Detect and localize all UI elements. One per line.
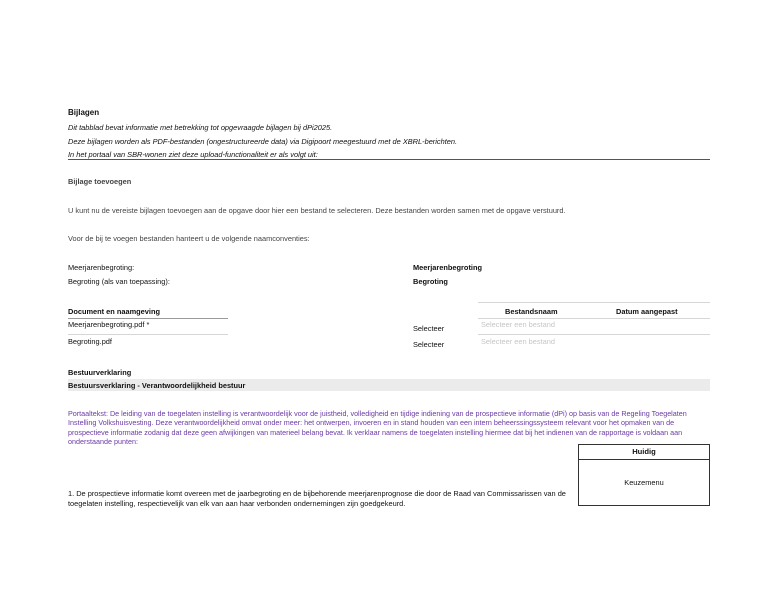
header-line-1: Dit tabblad bevat informatie met betrekking tot opgevraagde bijlagen bij dPi2025. <box>68 123 333 132</box>
document-name-1: Meerjarenbegroting.pdf * <box>68 320 150 329</box>
file-input-1[interactable]: Selecteer een bestand <box>481 320 555 329</box>
date-column-header: Datum aangepast <box>616 307 678 316</box>
portal-text: Portaaltekst: De leiding van de toegelaten instelling is verantwoordelijk voor de juistheid, volledigheid en tijdige indiening van de prospectieve informatie (dPi) op basis van de Regeling Toegelaten Instelling Volkshuisvesting. Deze verantwoordelijkheid omvat onder meer: het ontwerpen, invoeren en in stand houden van een intern beheerssingssysteem relevant voor het opmaken van de prospectieve informatie zodanig dat deze geen afwijkingen van materieel belang bevat. Ik verklaar namens de toegelaten instelling hiermee dat bij het indienen van de rapportage is voldaan aan onderstaande punten: <box>68 409 687 446</box>
naming-value-meerjarenbegroting: Meerjarenbegroting <box>413 263 482 272</box>
bestuur-title: Bestuurverklaring <box>68 368 132 377</box>
page-title: Bijlagen <box>68 108 100 117</box>
header-line-2: Deze bijlagen worden als PDF-bestanden (ongestructureerde data) via Digipoort meegestuurd met de XBRL-berichten. <box>68 137 458 146</box>
header-line-3: In het portaal van SBR-wonen ziet deze upload-functionaliteit er als volgt uit: <box>68 150 318 159</box>
document-column-header: Document en naamgeving <box>68 307 160 316</box>
huidig-header: Huidig <box>579 445 709 460</box>
section-add-title: Bijlage toevoegen <box>68 177 132 186</box>
select-file-button-2[interactable]: Selecteer <box>413 340 445 349</box>
header-divider <box>68 159 710 160</box>
document-name-2: Begroting.pdf <box>68 337 112 346</box>
section-add-intro: U kunt nu de vereiste bijlagen toevoegen aan de opgave door hier een bestand te selecteren. Deze bestanden worden samen met de opgave verstuurd. <box>68 206 566 215</box>
select-file-button-1[interactable]: Selecteer <box>413 324 445 333</box>
file-input-2[interactable]: Selecteer een bestand <box>481 337 555 346</box>
statement-1: 1. De prospectieve informatie komt overeen met de jaarbegroting en de bijbehorende meerjarenprognose die door de Raad van Commissarissen van de toegelaten instelling, respectievelijk van elk van aan haar verbonden ondernemingen zijn goedgekeurd. <box>68 489 566 508</box>
bestuur-subtitle: Bestuursverklaring - Verantwoordelijkheid bestuur <box>68 381 246 390</box>
row-rule-1 <box>68 334 228 335</box>
table-header-rule <box>478 318 710 319</box>
naming-value-begroting: Begroting <box>413 277 448 286</box>
huidig-box <box>578 444 710 506</box>
filename-column-header: Bestandsnaam <box>505 307 558 316</box>
row-rule-1b <box>478 334 710 335</box>
naming-label-meerjarenbegroting: Meerjarenbegroting: <box>68 263 135 272</box>
document-header-rule <box>68 318 228 319</box>
naming-conventions-text: Voor de bij te voegen bestanden hanteert u de volgende naamconventies: <box>68 234 310 243</box>
table-top-rule <box>478 302 710 303</box>
huidig-dropdown[interactable]: Keuzemenu <box>624 478 664 487</box>
naming-label-begroting: Begroting (als van toepassing): <box>68 277 170 286</box>
